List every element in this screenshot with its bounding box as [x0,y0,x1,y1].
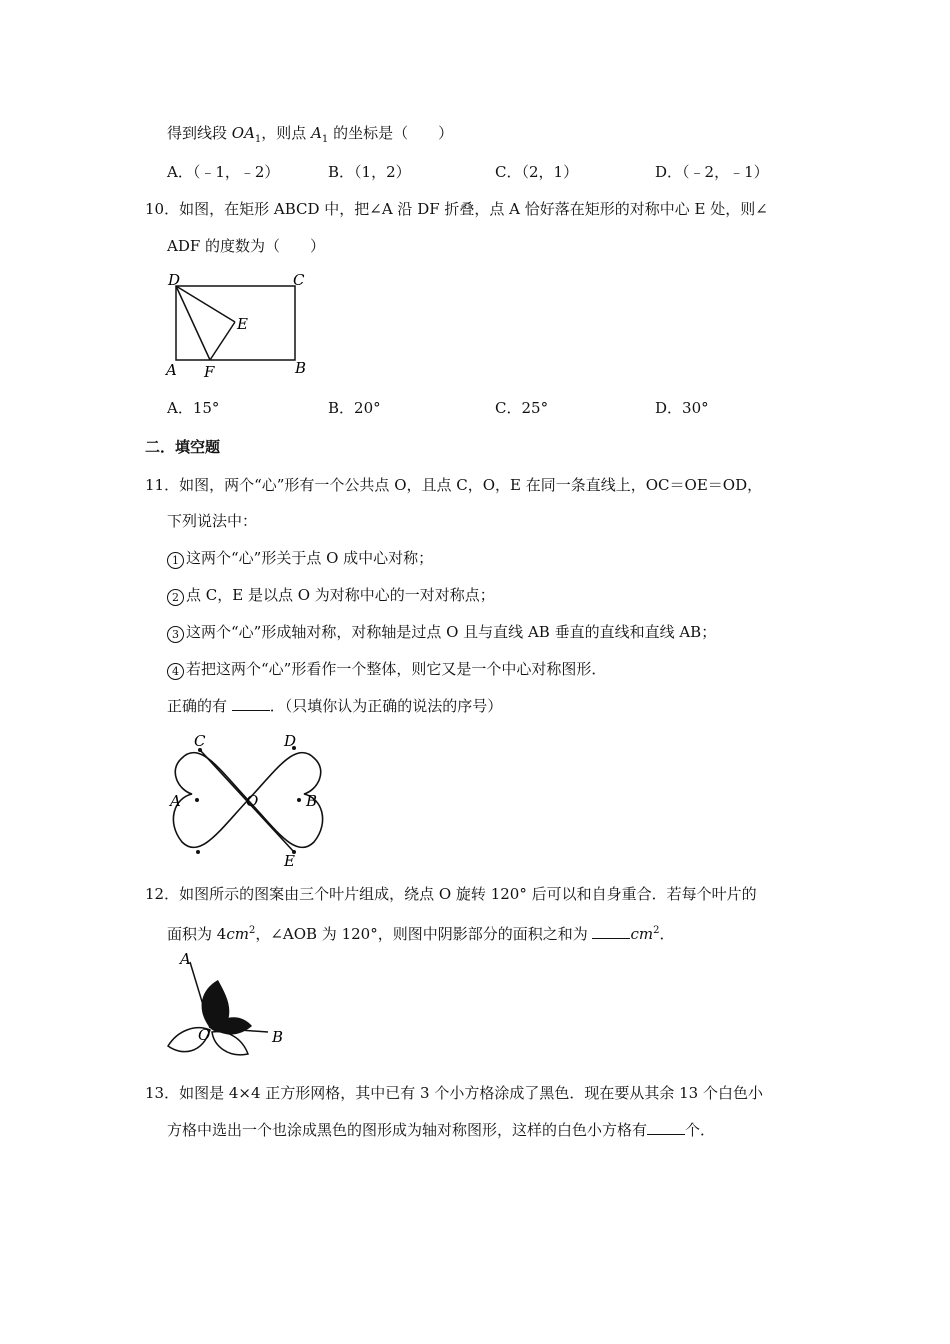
q9-subscript: 1 [254,134,262,145]
q10-label-a: A [166,361,177,379]
q12-line-1: 12．如图所示的图案由三个叶片组成，绕点 O 旋转 120° 后可以和自身重合．若每个叶片的 [145,885,757,903]
q9-text-part: 得到线段 [167,124,232,142]
q10-option-d[interactable]: D．30° [655,399,709,417]
q11-item-text: 若把这两个“心”形看作一个整体，则它又是一个中心对称图形． [186,660,607,678]
circled-number: 4 [167,663,184,680]
q11-item-3 [167,622,716,643]
q12-superscript: 2 [653,925,660,936]
q11-label-e: E [284,852,295,870]
q11-label-c: C [194,732,206,750]
q11-label-o: O [246,792,259,810]
q13-answer-blank[interactable] [647,1120,685,1135]
q11-label-d: D [284,732,297,750]
circled-number: 3 [167,626,184,643]
q12-label-b: B [272,1028,284,1046]
q10-label-d: D [168,271,181,289]
section-heading-fill-in: 二．填空题 [145,438,221,456]
q9-continuation [167,123,453,150]
q11-label-b: B [306,792,318,810]
q10-label-e: E [237,315,248,333]
q11-hearts-figure [160,730,340,870]
q13-line-2 [167,1120,715,1140]
q9-option-a[interactable]: A．（﹣1，﹣2） [167,163,280,181]
q10-option-a[interactable]: A．15° [167,399,220,417]
q10-label-b: B [295,359,307,377]
q12-text-part: 面积为 4 [167,925,227,943]
q10-line-2: ADF 的度数为（ ） [167,237,326,255]
q11-item-2 [167,585,495,606]
q12-text-part: ，∠AOB 为 120°，则图中阴影部分的面积之和为 [255,925,593,943]
q9-text-part: ，则点 [261,124,312,142]
q10-option-b[interactable]: B．20° [328,399,381,417]
q13-text-part: 个． [685,1121,716,1139]
q11-label-a: A [170,792,181,810]
q11-answer-prefix: 正确的有 [167,697,232,715]
q9-option-c[interactable]: C．（2，1） [495,163,579,181]
q13-line-1: 13．如图是 4×4 正方形网格，其中已有 3 个小方格涂成了黑色．现在要从其余 13 个白色小 [145,1084,763,1102]
q10-line-1: 10．如图，在矩形 ABCD 中，把∠A 沿 DF 折叠，点 A 恰好落在矩形的对称中心 E 处，则∠ [145,200,768,218]
q11-answer-blank[interactable] [232,696,270,711]
q12-label-o: O [198,1026,211,1044]
q9-point-name: A [311,124,322,142]
q13-text-part: 方格中选出一个也涂成黑色的图形成为轴对称图形，这样的白色小方格有 [167,1121,648,1139]
q12-text-part: ． [659,925,675,943]
q10-label-f: F [204,363,215,381]
q10-option-c[interactable]: C．25° [495,399,549,417]
circled-number: 2 [167,589,184,606]
q11-item-text: 点 C，E 是以点 O 为对称中心的一对对称点； [186,586,495,604]
q12-unit: cm [226,925,249,943]
q12-superscript: 2 [248,925,256,936]
q11-item-1 [167,548,433,569]
q9-option-b[interactable]: B．（1，2） [328,163,411,181]
q12-leaves-figure [160,950,300,1070]
q11-item-text: 这两个“心”形成轴对称，对称轴是过点 O 且与直线 AB 垂直的直线和直线 AB； [186,623,717,641]
q10-label-c: C [293,271,305,289]
q11-line-1: 11．如图，两个“心”形有一个公共点 O，且点 C，O，E 在同一条直线上，OC＝OE＝OD， [145,476,763,494]
q9-text-part: 的坐标是（ ） [328,124,454,142]
q9-subscript: 1 [321,134,329,145]
q11-answer-suffix: ．（只填你认为正确的说法的序号） [269,697,503,715]
q11-answer-line [167,696,502,716]
q9-segment-name: OA [231,124,255,142]
q12-unit: cm [630,925,654,943]
q12-line-2 [167,921,675,944]
q11-item-text: 这两个“心”形关于点 O 成中心对称； [186,549,434,567]
q11-line-2: 下列说法中： [167,512,258,530]
q12-answer-blank[interactable] [592,924,630,939]
q9-option-d[interactable]: D．（﹣2，﹣1） [655,163,769,181]
q11-item-4 [167,659,606,680]
q10-rectangle-figure [160,265,320,385]
circled-number: 1 [167,552,184,569]
q12-label-a: A [180,950,191,968]
